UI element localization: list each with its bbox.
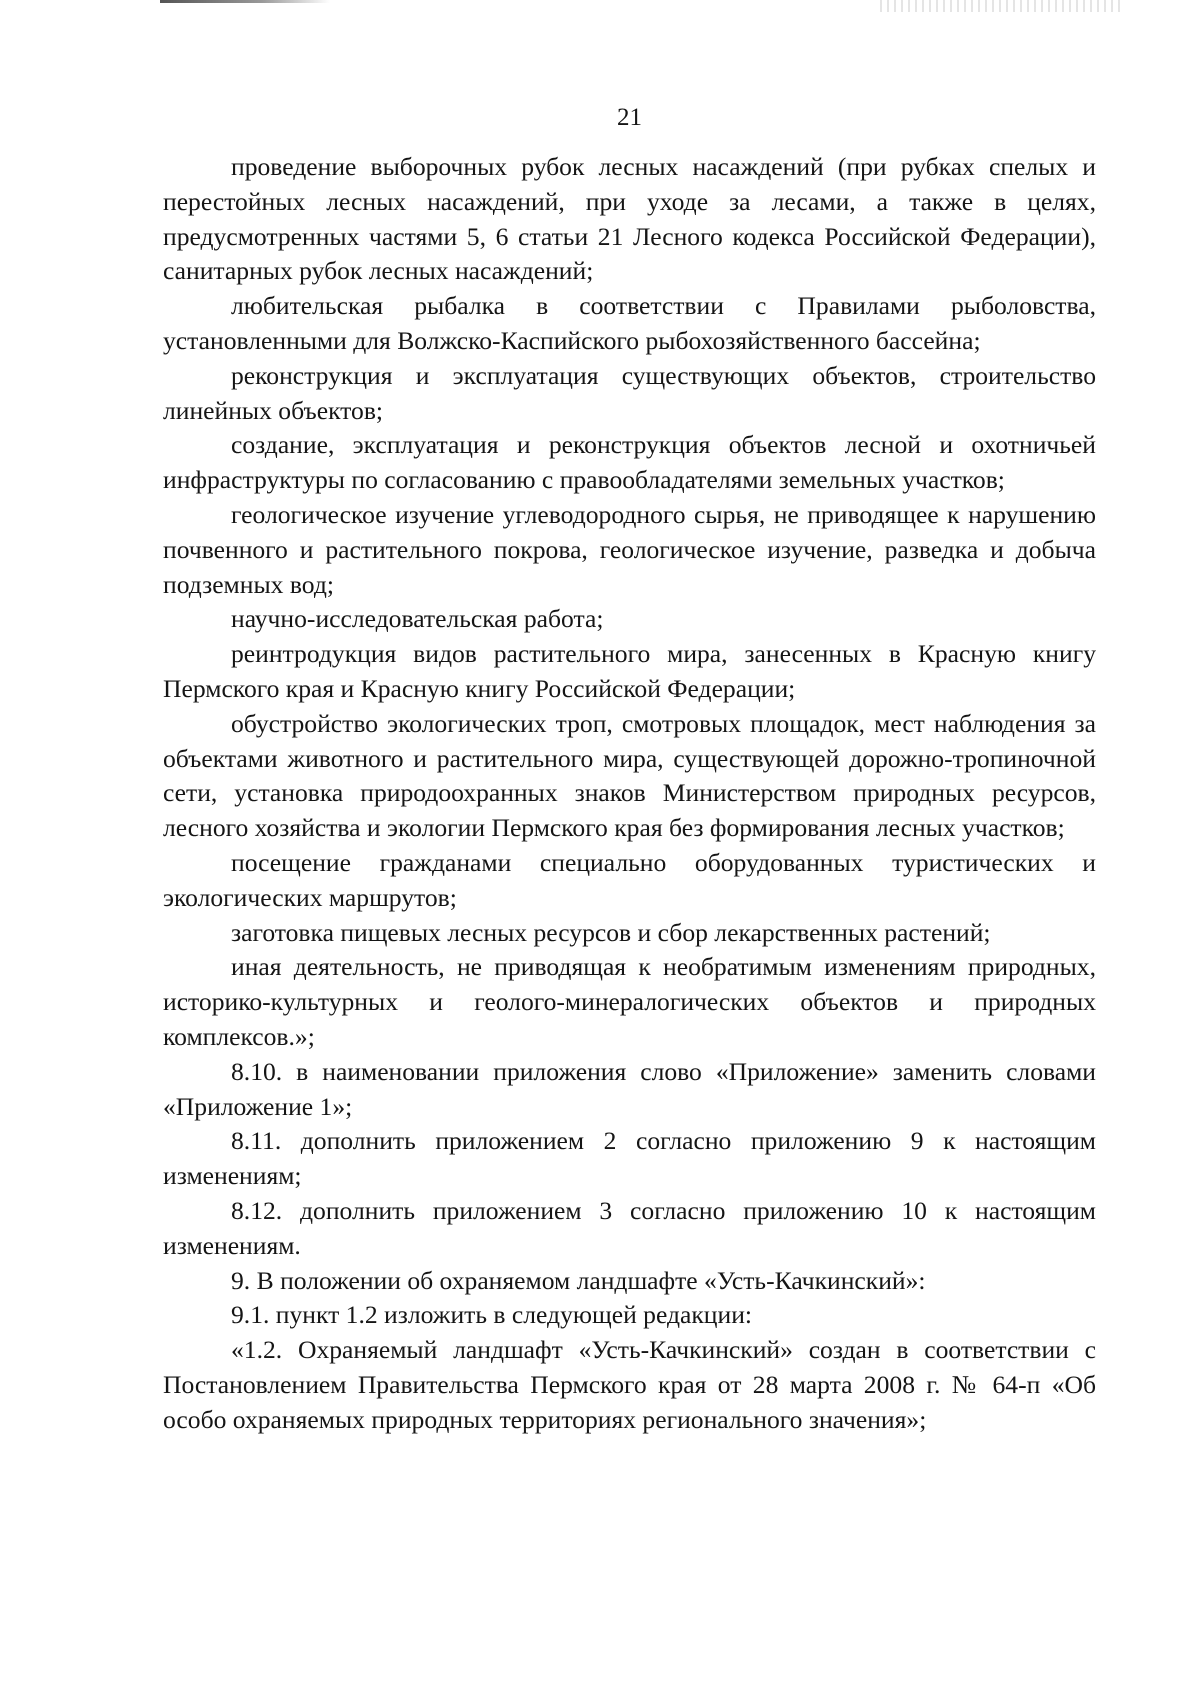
scan-edge-artifact: [160, 0, 330, 3]
scan-noise-artifact: [880, 0, 1120, 12]
paragraph-food-resources: заготовка пищевых лесных ресурсов и сбор лекарственных растений;: [231, 917, 991, 947]
paragraph-item-8-11: 8.11. дополнить приложением 2 согласно приложению 9 к настоящим изменениям;: [163, 1126, 1096, 1191]
document-page: [163, 95, 1096, 1437]
paragraph-tourist-routes: посещение гражданами специально оборудованных туристических и экологических маршрутов;: [163, 847, 1096, 912]
paragraph-item-9: 9. В положении об охраняемом ландшафте «Усть-Качкинский»:: [231, 1265, 926, 1295]
paragraph-amateur-fishing: любительская рыбалка в соответствии с Правилами рыболовства, установленными для Волжско-Каспийского рыбохозяйственного бассейна;: [163, 291, 1096, 355]
paragraph-reconstruction: реконструкция и эксплуатация существующих объектов, строительство линейных объектов;: [163, 360, 1096, 425]
page-number: 21: [617, 104, 642, 131]
paragraph-selective-logging: проведение выборочных рубок лесных насаждений (при рубках спелых и перестойных лесных насаждений, при уходе за лесами, а также в целях, предусмотренных частями 5, 6 статьи 21 Лесного кодекса Российской Федерации), санитарных рубок лесных насаждений;: [163, 152, 1096, 286]
paragraph-item-1-2: «1.2. Охраняемый ландшафт «Усть-Качкинский» создан в соответствии с Постановлением Правительства Пермского края от 28 марта 2008 г. № 64-п «Об особо охраняемых природных территориях регионального значения»;: [163, 1335, 1096, 1434]
paragraph-item-8-12: 8.12. дополнить приложением 3 согласно приложению 10 к настоящим изменениям.: [163, 1195, 1096, 1260]
paragraph-reintroduction: реинтродукция видов растительного мира, занесенных в Красную книгу Пермского края и Красную книгу Российской Федерации;: [163, 639, 1096, 703]
paragraph-geological-study: геологическое изучение углеводородного сырья, не приводящее к нарушению почвенного и растительного покрова, геологическое изучение, разведка и добыча подземных вод;: [163, 499, 1096, 599]
paragraph-item-9-1: 9.1. пункт 1.2 изложить в следующей редакции:: [231, 1300, 752, 1330]
paragraph-item-8-10: 8.10. в наименовании приложения слово «Приложение» заменить словами «Приложение 1»;: [163, 1056, 1096, 1121]
paragraph-infrastructure: создание, эксплуатация и реконструкция объектов лесной и охотничьей инфраструктуры по согласованию с правообладателями земельных участков;: [163, 430, 1096, 495]
paragraph-research-work: научно-исследовательская работа;: [231, 604, 604, 634]
paragraph-ecological-trails: обустройство экологических троп, смотровых площадок, мест наблюдения за объектами животного и растительного мира, существующей дорожно-тропиночной сети, установка природоохранных знаков Министерством природных ресурсов, лесного хозяйства и экологии Пермского края без формирования лесных участков;: [163, 708, 1096, 843]
paragraph-other-activity: иная деятельность, не приводящая к необратимым изменениям природных, историко-культурных и геолого-минералогических объектов и природных комплексов.»;: [163, 952, 1096, 1051]
